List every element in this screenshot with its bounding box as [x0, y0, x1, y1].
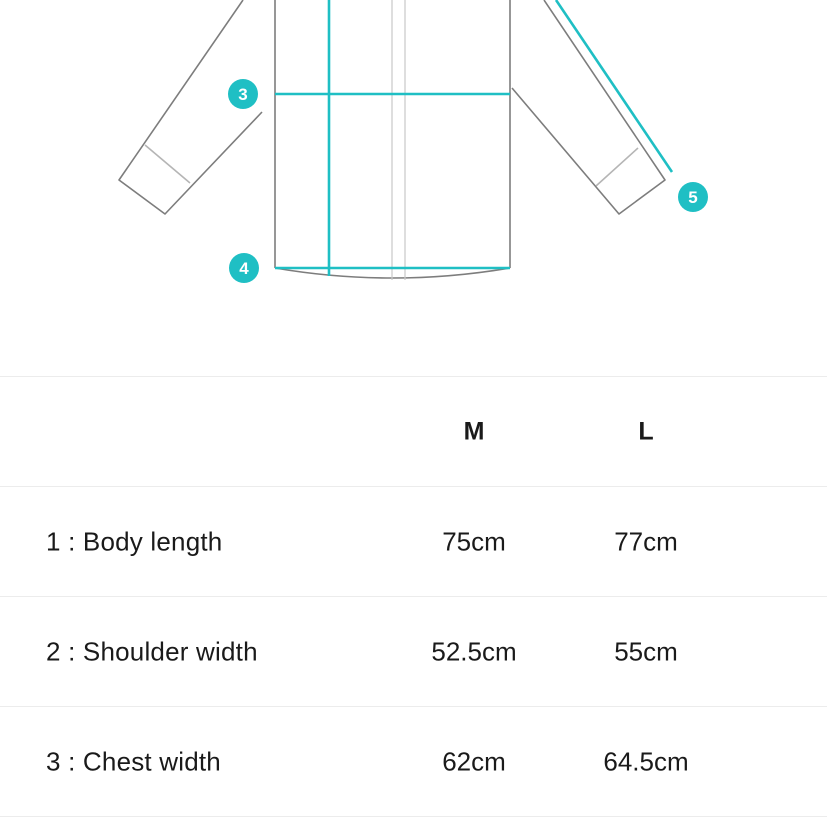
body-length-l: 77cm [614, 526, 678, 556]
right-sleeve-outline [512, 0, 665, 214]
marker-4 [229, 253, 259, 283]
marker-5-label: 5 [688, 188, 698, 207]
measurement-lines [275, 0, 672, 276]
row-label-body-length: 1 : Body length [46, 526, 223, 556]
marker-4-label: 4 [239, 259, 249, 278]
table-row-partial [0, 816, 827, 826]
chest-width-m: 62cm [442, 746, 506, 776]
placket-lines [392, 0, 405, 280]
table-row [0, 706, 827, 816]
table-row [0, 486, 827, 596]
row-label-shoulder-width: 2 : Shoulder width [46, 636, 258, 666]
body-length-m: 75cm [442, 526, 506, 556]
row-label-chest-width: 3 : Chest width [46, 746, 221, 776]
size-table [0, 376, 827, 826]
shoulder-width-m: 52.5cm [431, 636, 517, 666]
chest-width-l: 64.5cm [603, 746, 689, 776]
sleeve-length-line [556, 0, 672, 172]
marker-3 [228, 79, 258, 109]
marker-3-label: 3 [238, 85, 248, 104]
column-header-l: L [638, 417, 654, 445]
table-header-row [0, 376, 827, 486]
table-row [0, 596, 827, 706]
marker-5 [678, 182, 708, 212]
shoulder-width-l: 55cm [614, 636, 678, 666]
garment-measurement-diagram [0, 0, 827, 330]
column-header-m: M [463, 417, 485, 445]
